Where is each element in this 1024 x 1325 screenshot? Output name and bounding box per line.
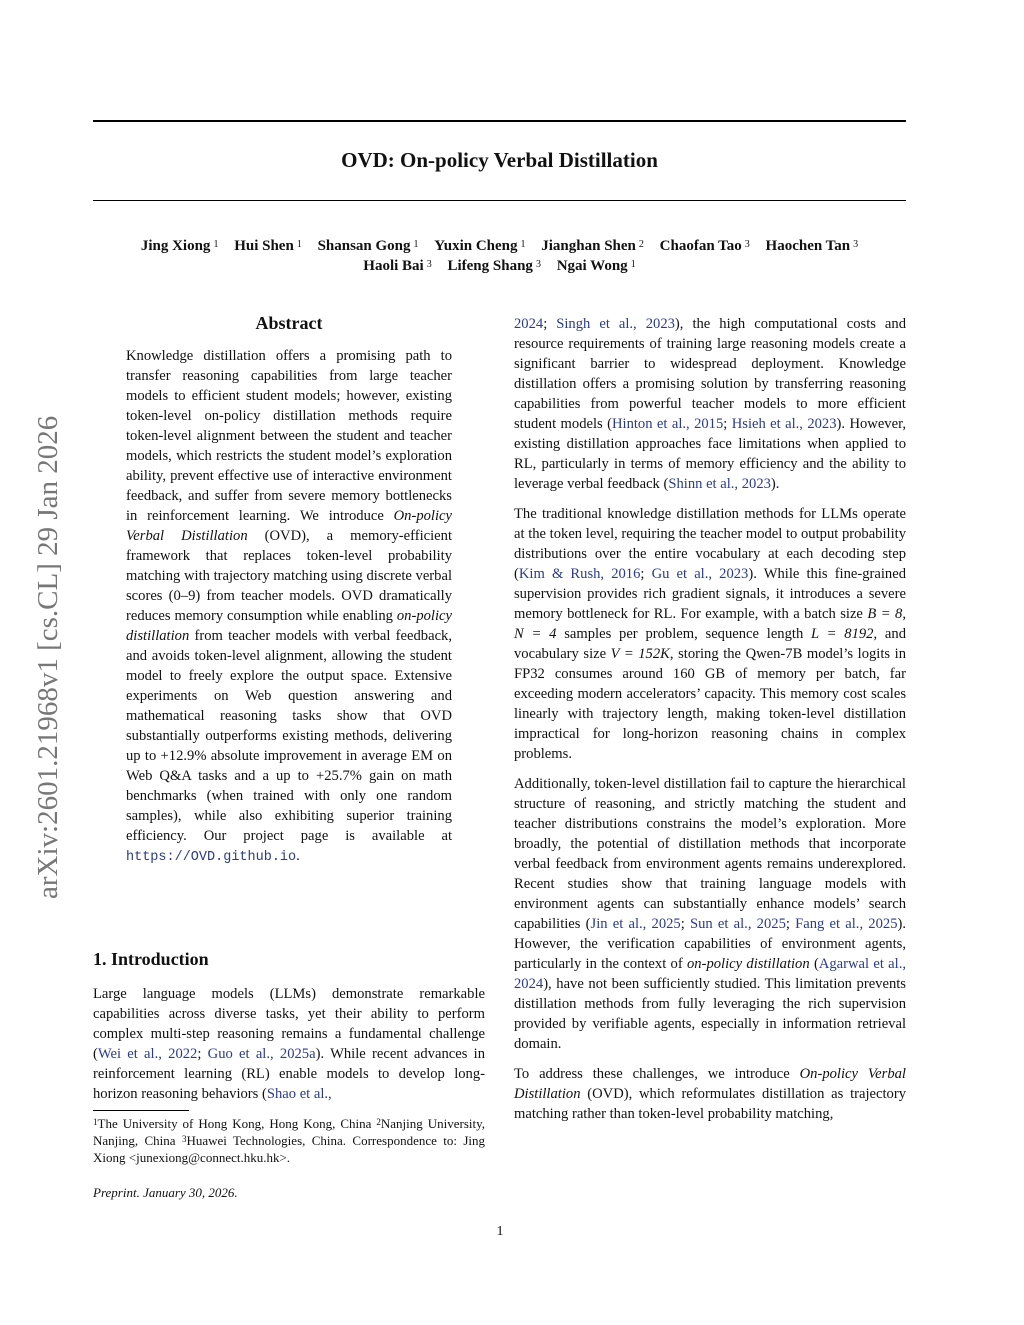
- preprint-note: Preprint. January 30, 2026.: [93, 1185, 238, 1200]
- citation-link[interactable]: Hinton et al., 2015: [611, 416, 724, 432]
- citation-link[interactable]: Kim & Rush, 2016: [518, 566, 641, 582]
- citation-link[interactable]: 2024: [514, 316, 544, 332]
- author: Ngai Wong $^1$: [556, 258, 636, 274]
- math-samples: N = 4: [514, 626, 557, 642]
- author-list-line-1: [93, 236, 906, 256]
- intro-paragraph-1: Large language models (LLMs) demonstrate remarkable capabilities across diverse tasks, yet their ability to perform complex multi-step reasoning remains a fundamental challenge (Wei et al., 2022; Guo et al., 2025a). While recent advances in reinforcement learning (RL) enable models to develop long-horizon reasoning behaviors (Shao et al.,: [93, 986, 485, 1102]
- author: Haoli Bai $^3$: [363, 258, 432, 274]
- intro-paragraph-2: The traditional knowledge distillation methods for LLMs operate at the token level, requiring the teacher model to output probability distributions over the entire vocabulary at each decoding step (Kim & Rush, 2016; Gu et al., 2023). While this fine-grained supervision provides rich gradient signals, it introduces a severe memory bottleneck for RL. For example, with a batch size B = 8, N = 4 samples per problem, sequence length L = 8192, and vocabulary size V = 152K, storing the Qwen-7B model’s logits in FP32 consumes around 160 GB of memory per batch, far exceeding modern accelerators’ capacity. This memory cost scales linearly with trajectory length, making token-level distillation impractical for long-horizon reasoning chains in complex problems.: [514, 506, 907, 762]
- citation-link[interactable]: Fang et al., 2025: [795, 916, 898, 932]
- citation-link[interactable]: Gu et al., 2023: [651, 566, 749, 582]
- author-list-line-2: [93, 256, 906, 276]
- right-column: [514, 314, 906, 1134]
- author: Jing Xiong $^1$: [140, 238, 219, 254]
- citation-link[interactable]: Guo et al., 2025a: [207, 1046, 316, 1062]
- project-page-link[interactable]: https://OVD.github.io: [126, 850, 297, 865]
- paper-title: OVD: On-policy Verbal Distillation: [341, 148, 658, 172]
- math-batch-size: B = 8: [867, 606, 903, 622]
- citation-link[interactable]: Shinn et al., 2023: [668, 476, 771, 492]
- abstract-heading: Abstract: [255, 313, 323, 333]
- math-seq-length: L = 8192: [811, 626, 874, 642]
- author: Haochen Tan $^3$: [765, 238, 859, 254]
- citation-link[interactable]: Shao et al.,: [266, 1086, 332, 1102]
- author: Shansan Gong $^1$: [317, 238, 419, 254]
- intro-paragraph-4: To address these challenges, we introduce On-policy Verbal Distillation (OVD), which reformulates distillation as trajectory matching rather than token-level probability matching,: [514, 1066, 906, 1122]
- title-rule-top: [93, 120, 906, 122]
- citation-link[interactable]: Wei et al., 2022: [97, 1046, 198, 1062]
- author: Hui Shen $^1$: [234, 238, 302, 254]
- affiliation-footnote: $^1$The University of Hong Kong, Hong Kong, China $^2$Nanjing University, Nanjing, China $^3$Huawei Technologies, China. Correspondence to: Jing Xiong <junexiong@connect.hku.hk>.: [93, 1116, 486, 1165]
- author: Lifeng Shang $^3$: [447, 258, 541, 274]
- arxiv-stamp: arXiv:2601.21968v1 [cs.CL] 29 Jan 2026: [32, 415, 64, 899]
- author: Chaofan Tao $^3$: [659, 238, 750, 254]
- intro-paragraph-1-continued: 2024; Singh et al., 2023), the high computational costs and resource requirements of training large reasoning models create a significant barrier to widespread deployment. Knowledge distillation offers a promising solution by transferring reasoning capabilities from powerful teacher models to more efficient student models (Hinton et al., 2015; Hsieh et al., 2023). However, existing distillation approaches face limitations when applied to RL, particularly in terms of memory efficiency and the ability to leverage verbal feedback (Shinn et al., 2023).: [514, 316, 907, 492]
- citation-link[interactable]: Sun et al., 2025: [690, 916, 786, 932]
- citation-link[interactable]: Agarwal et al., 2024: [514, 956, 907, 992]
- abstract-body: Knowledge distillation offers a promising path to transfer reasoning capabilities from large teacher models to efficient student models; however, existing token-level on-policy distillation methods require token-level alignment between the student and teacher models, which restricts the student model’s exploration ability, prevent effective use of interactive environment feedback, and suffer from severe memory bottlenecks in reinforcement learning. We introduce On-policy Verbal Distillation (OVD), a memory-efficient framework that replaces token-level probability matching with trajectory matching using discrete verbal scores (0–9) from teacher models. OVD dramatically reduces memory consumption while enabling on-policy distillation from teacher models with verbal feedback, and avoids token-level alignment, allowing the student model to freely explore the output space. Extensive experiments on Web question answering and mathematical reasoning tasks show that OVD substantially outperforms existing methods, delivering up to +12.9% absolute improvement in average EM on Web Q&A tasks and a up to +25.7% gain on math benchmarks (when trained with only one random samples), while also exhibiting superior training efficiency. Our project page is available at https://OVD.github.io.: [126, 348, 453, 865]
- citation-link[interactable]: Singh et al., 2023: [556, 316, 675, 332]
- section-heading-introduction: 1. Introduction: [93, 949, 209, 969]
- intro-paragraph-3: Additionally, token-level distillation fail to capture the hierarchical structure of reasoning, and strictly matching the student and teacher distributions constrains the model’s exploration. More broadly, the potential of distillation methods that incorporate verbal feedback from environment agents remains underexplored. Recent studies show that training language models with environment agents can substantially enhance models’ search capabilities (Jin et al., 2025; Sun et al., 2025; Fang et al., 2025). However, the verification capabilities of environment agents, particularly in the context of on-policy distillation (Agarwal et al., 2024), have not been sufficiently studied. This limitation prevents distillation methods from fully leveraging the rich supervision provided by verifiable agents, especially in information retrieval domain.: [514, 776, 907, 1052]
- page-number: 1: [496, 1224, 504, 1239]
- title-rule-bottom: [93, 200, 906, 201]
- author: Jianghan Shen $^2$: [541, 238, 644, 254]
- math-vocab-size: V = 152K: [610, 646, 670, 662]
- citation-link[interactable]: Jin et al., 2025: [590, 916, 681, 932]
- citation-link[interactable]: Hsieh et al., 2023: [731, 416, 837, 432]
- footnote-rule: [93, 1110, 189, 1111]
- author: Yuxin Cheng $^1$: [434, 238, 526, 254]
